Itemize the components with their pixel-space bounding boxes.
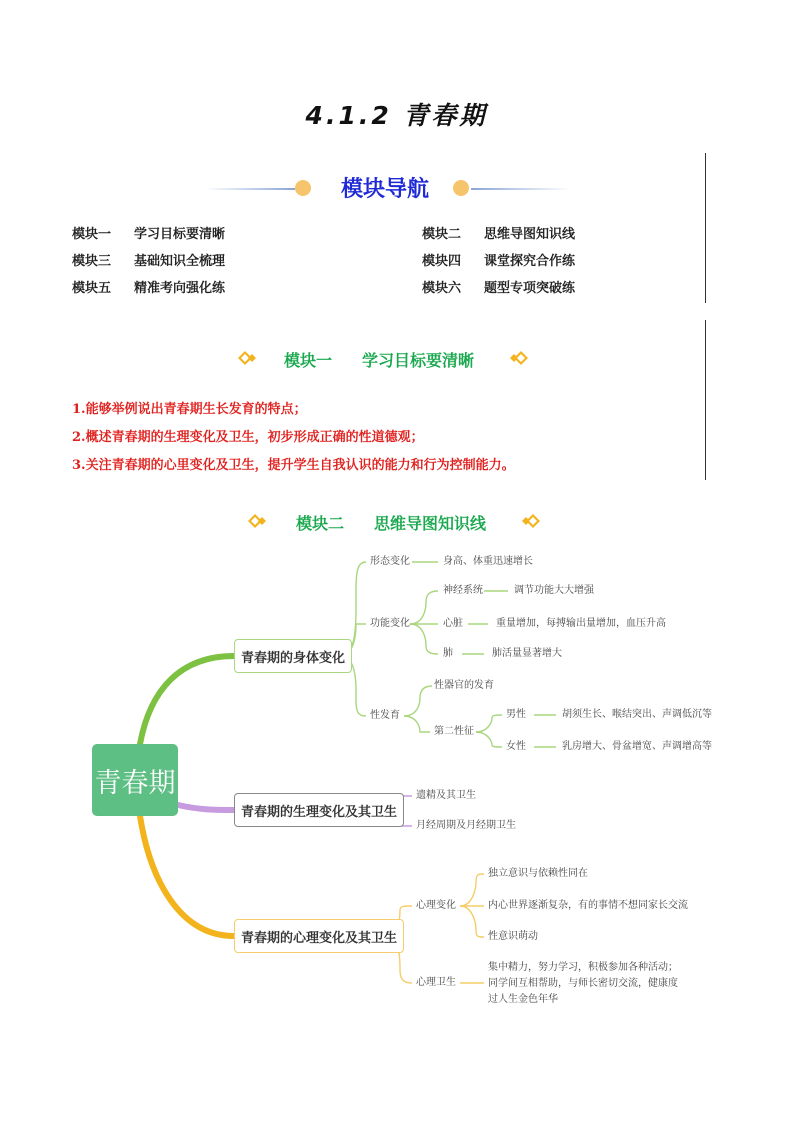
document-title: 4.1.2 青春期 [305,101,488,130]
leaf-emission: 遗精及其卫生 [416,790,476,801]
node-nervous-system: 神经系统 [443,585,483,596]
mindmap-center: 青春期 [92,744,178,816]
leaf-inner-world: 内心世界逐渐复杂，有的事情不想同家长交流 [488,900,688,911]
node-morphology: 形态变化 [370,556,410,567]
node-secondary-traits: 第二性征 [434,726,474,737]
node-heart: 心脏 [443,618,463,629]
diamond-icon [520,511,540,531]
node-female: 女性 [506,741,526,752]
leaf-psych-hygiene: 集中精力，努力学习，积极参加各种活动；同学间互相帮助，与师长密切交流，健康度过人生金色年华 [488,962,678,1005]
leaf-heart: 重量增加，每搏输出量增加，血压升高 [496,618,666,629]
node-psych-change: 心理变化 [416,900,456,911]
leaf-female: 乳房增大、骨盆增宽、声调增高等 [562,741,712,752]
nav-item-4[interactable]: 模块四 课堂探究合作练 [422,254,576,269]
node-lung: 肺 [443,648,453,659]
node-psych-hygiene: 心理卫生 [416,977,456,988]
nav-banner [195,170,575,208]
leaf-lung: 肺活量显著增大 [492,648,562,659]
nav-item-1[interactable]: 模块一 学习目标要清晰 [72,227,226,242]
nav-title: 模块导航 [340,177,429,202]
leaf-menstruation: 月经周期及月经期卫生 [416,820,516,831]
node-function: 功能变化 [370,618,410,629]
nav-item-5[interactable]: 模块五 精准考向强化练 [72,281,226,296]
leaf-sex-organs: 性器官的发育 [434,680,494,691]
section1-heading: 模块一 学习目标要清晰 [284,351,475,370]
node-male: 男性 [506,709,526,720]
nav-item-2[interactable]: 模块二 思维导图知识线 [422,227,576,242]
leaf-independence: 独立意识与依赖性同在 [488,868,588,879]
diamond-icon [248,511,268,531]
branch-psychology: 青春期的心理变化及其卫生 [234,919,404,953]
goal-1: 1.能够举例说出青春期生长发育的特点； [72,402,307,417]
margin-rule [705,320,706,480]
diamond-icon [508,348,528,368]
nav-item-6[interactable]: 模块六 题型专项突破练 [422,281,576,296]
node-sexual-development: 性发育 [370,710,400,721]
leaf-sexual-awareness: 性意识萌动 [488,931,538,942]
diamond-icon [238,348,258,368]
goal-2: 2.概述青春期的生理变化及卫生，初步形成正确的性道德观； [72,430,424,445]
leaf-male: 胡须生长、喉结突出、声调低沉等 [562,709,712,720]
nav-item-3[interactable]: 模块三 基础知识全梳理 [72,254,226,269]
goal-3: 3.关注青春期的心里变化及卫生，提升学生自我认识的能力和行为控制能力。 [72,458,515,473]
branch-physiology: 青春期的生理变化及其卫生 [234,793,404,827]
leaf-morphology: 身高、体重迅速增长 [443,556,533,567]
margin-rule [705,153,706,303]
section2-heading: 模块二 思维导图知识线 [296,514,487,533]
branch-body-changes: 青春期的身体变化 [234,639,352,673]
leaf-nervous-system: 调节功能大大增强 [514,585,594,596]
